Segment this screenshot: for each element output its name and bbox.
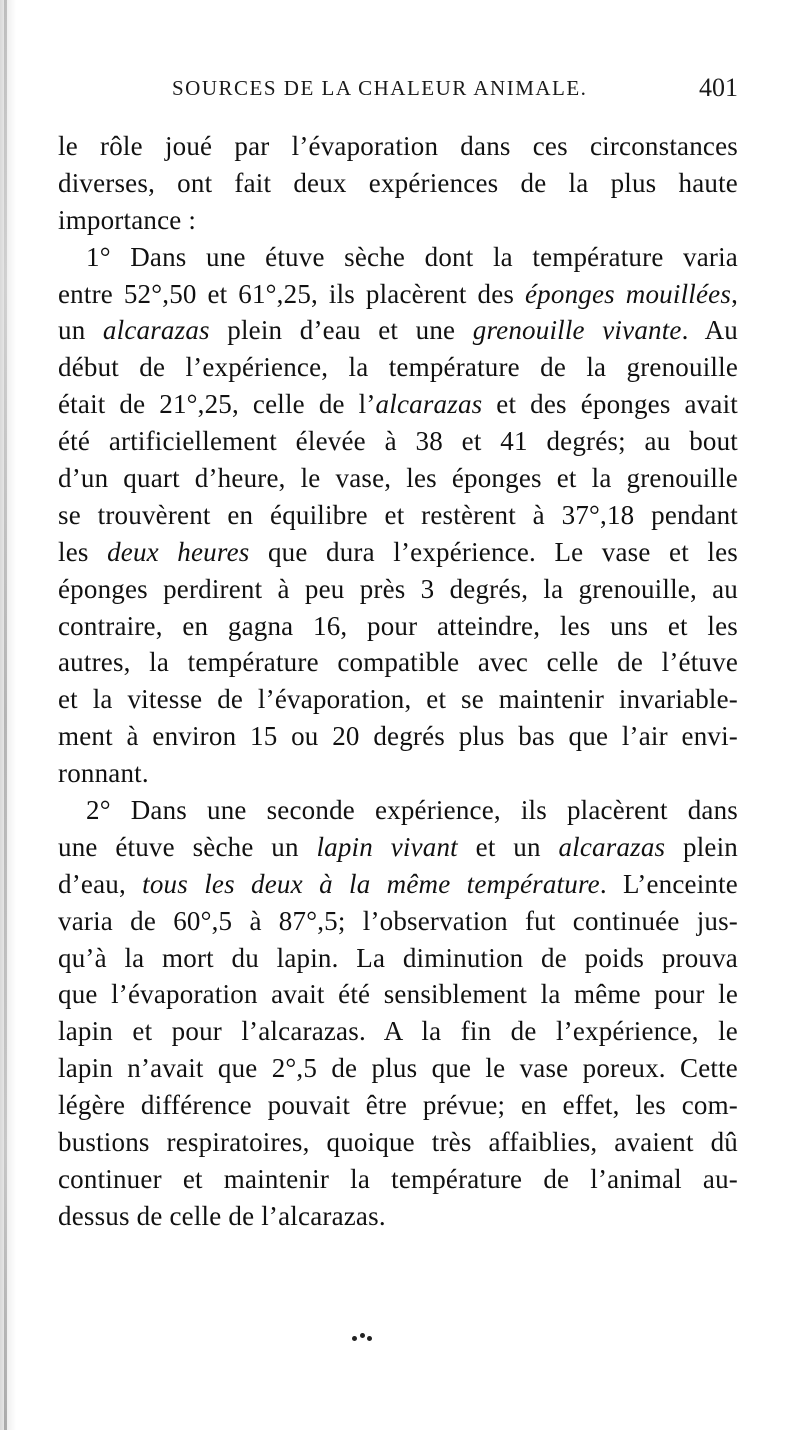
text-segment: ronnant. — [58, 758, 149, 789]
text-segment: été artificiellement élevée à 38 et 41 degrés; au bout — [58, 426, 738, 457]
page-number: 401 — [699, 73, 738, 102]
text-line — [58, 903, 738, 940]
text-segment: , — [731, 278, 739, 309]
text-line — [58, 1050, 738, 1087]
text-segment: importance : — [58, 204, 197, 235]
text-line — [58, 312, 738, 349]
italic-text: deux heures — [107, 536, 250, 567]
text-segment: . L’enceinte — [599, 868, 738, 899]
text-line — [58, 276, 738, 313]
text-segment: qu’à la mort du lapin. La diminution de poids prouva — [58, 942, 738, 973]
text-segment: . Au — [681, 315, 738, 346]
text-segment: d’eau, — [58, 868, 143, 899]
text-line — [58, 718, 738, 755]
text-segment: que l’évaporation avait été sensiblement la même pour le — [58, 979, 738, 1010]
text-segment: légère différence pouvait être prévue; en effet, les com- — [58, 1090, 738, 1121]
text-line — [58, 1124, 738, 1161]
text-segment: 1° Dans une étuve sèche dont la température varia — [86, 241, 738, 272]
body-text — [58, 128, 738, 1235]
text-line — [58, 239, 738, 276]
running-head: SOURCES DE LA CHALEUR ANIMALE. — [172, 76, 588, 100]
italic-text: alcarazas — [102, 315, 210, 346]
text-segment: continuer et maintenir la température de l’animal au- — [58, 1163, 738, 1194]
text-segment: diverses, ont fait deux expériences de la plus haute — [58, 167, 738, 198]
text-line — [58, 460, 738, 497]
text-line — [58, 792, 738, 829]
text-segment: début de l’expérience, la température de la grenouille — [58, 352, 738, 383]
italic-text: tous les deux à la même température — [142, 868, 600, 899]
text-segment: lapin et pour l’alcarazas. A la fin de l’expérience, le — [58, 1016, 738, 1047]
text-segment: 2° Dans une seconde expérience, ils placèrent dans — [86, 795, 738, 826]
text-line — [58, 497, 738, 534]
italic-text: alcarazas — [375, 389, 483, 420]
text-line — [58, 423, 738, 460]
text-segment: le rôle joué par l’évaporation dans ces circonstances — [58, 131, 738, 161]
text-segment: que dura l’expérience. Le vase et les — [249, 536, 738, 567]
text-line — [58, 755, 738, 792]
text-line — [58, 1087, 738, 1124]
text-segment: et un — [457, 831, 559, 862]
italic-text: alcarazas — [558, 831, 666, 862]
text-line — [58, 608, 738, 645]
text-line — [58, 1198, 738, 1235]
text-segment: ment à environ 15 ou 20 degrés plus bas que l’air envi- — [58, 721, 738, 752]
text-line — [58, 1013, 738, 1050]
text-segment: et des éponges avait — [482, 389, 738, 420]
text-segment: se trouvèrent en équilibre et restèrent à 37°,18 pendant — [58, 499, 738, 530]
text-line — [58, 681, 738, 718]
text-segment: d’un quart d’heure, le vase, les éponges et la grenouille — [58, 463, 738, 494]
text-line — [58, 386, 738, 423]
text-segment: plein — [665, 831, 739, 862]
italic-text: éponges mouillées — [525, 278, 732, 309]
text-segment: plein d’eau et une — [209, 315, 473, 346]
italic-text: grenouille vivante — [472, 315, 682, 346]
text-segment: un — [58, 315, 103, 346]
text-segment: était de 21°,25, celle de l’ — [58, 389, 376, 420]
text-segment: les — [58, 536, 108, 567]
text-segment: bustions respiratoires, quoique très affaiblies, avaient dû — [58, 1127, 738, 1158]
text-segment: et la vitesse de l’évaporation, et se maintenir invariable- — [58, 684, 738, 715]
text-line — [58, 202, 738, 239]
text-segment: contraire, en gagna 16, pour atteindre, les uns et les — [58, 610, 738, 641]
text-line — [58, 940, 738, 977]
text-segment: varia de 60°,5 à 87°,5; l’observation fut continuée jus- — [58, 905, 738, 936]
text-segment: autres, la température compatible avec celle de l’étuve — [58, 647, 738, 678]
text-line — [58, 128, 738, 165]
text-segment: une étuve sèche un — [58, 831, 317, 862]
text-line — [58, 534, 738, 571]
text-line — [58, 866, 738, 903]
text-line — [58, 829, 738, 866]
page-header — [58, 73, 738, 116]
text-line — [58, 1161, 738, 1198]
page-binding-edge — [0, 0, 16, 1430]
text-line — [58, 571, 738, 608]
text-line — [58, 644, 738, 681]
text-segment: dessus de celle de l’alcarazas. — [58, 1200, 386, 1231]
text-line — [58, 976, 738, 1013]
text-segment: lapin n’avait que 2°,5 de plus que le vase poreux. Cette — [58, 1053, 738, 1084]
italic-text: lapin vivant — [316, 831, 458, 862]
page-binding-shadow — [4, 0, 7, 1430]
printer-mark — [352, 1333, 374, 1343]
text-line — [58, 349, 738, 386]
text-segment: entre 52°,50 et 61°,25, ils placèrent des — [58, 278, 525, 309]
text-line — [58, 165, 738, 202]
text-segment: éponges perdirent à peu près 3 degrés, la grenouille, au — [58, 573, 738, 604]
